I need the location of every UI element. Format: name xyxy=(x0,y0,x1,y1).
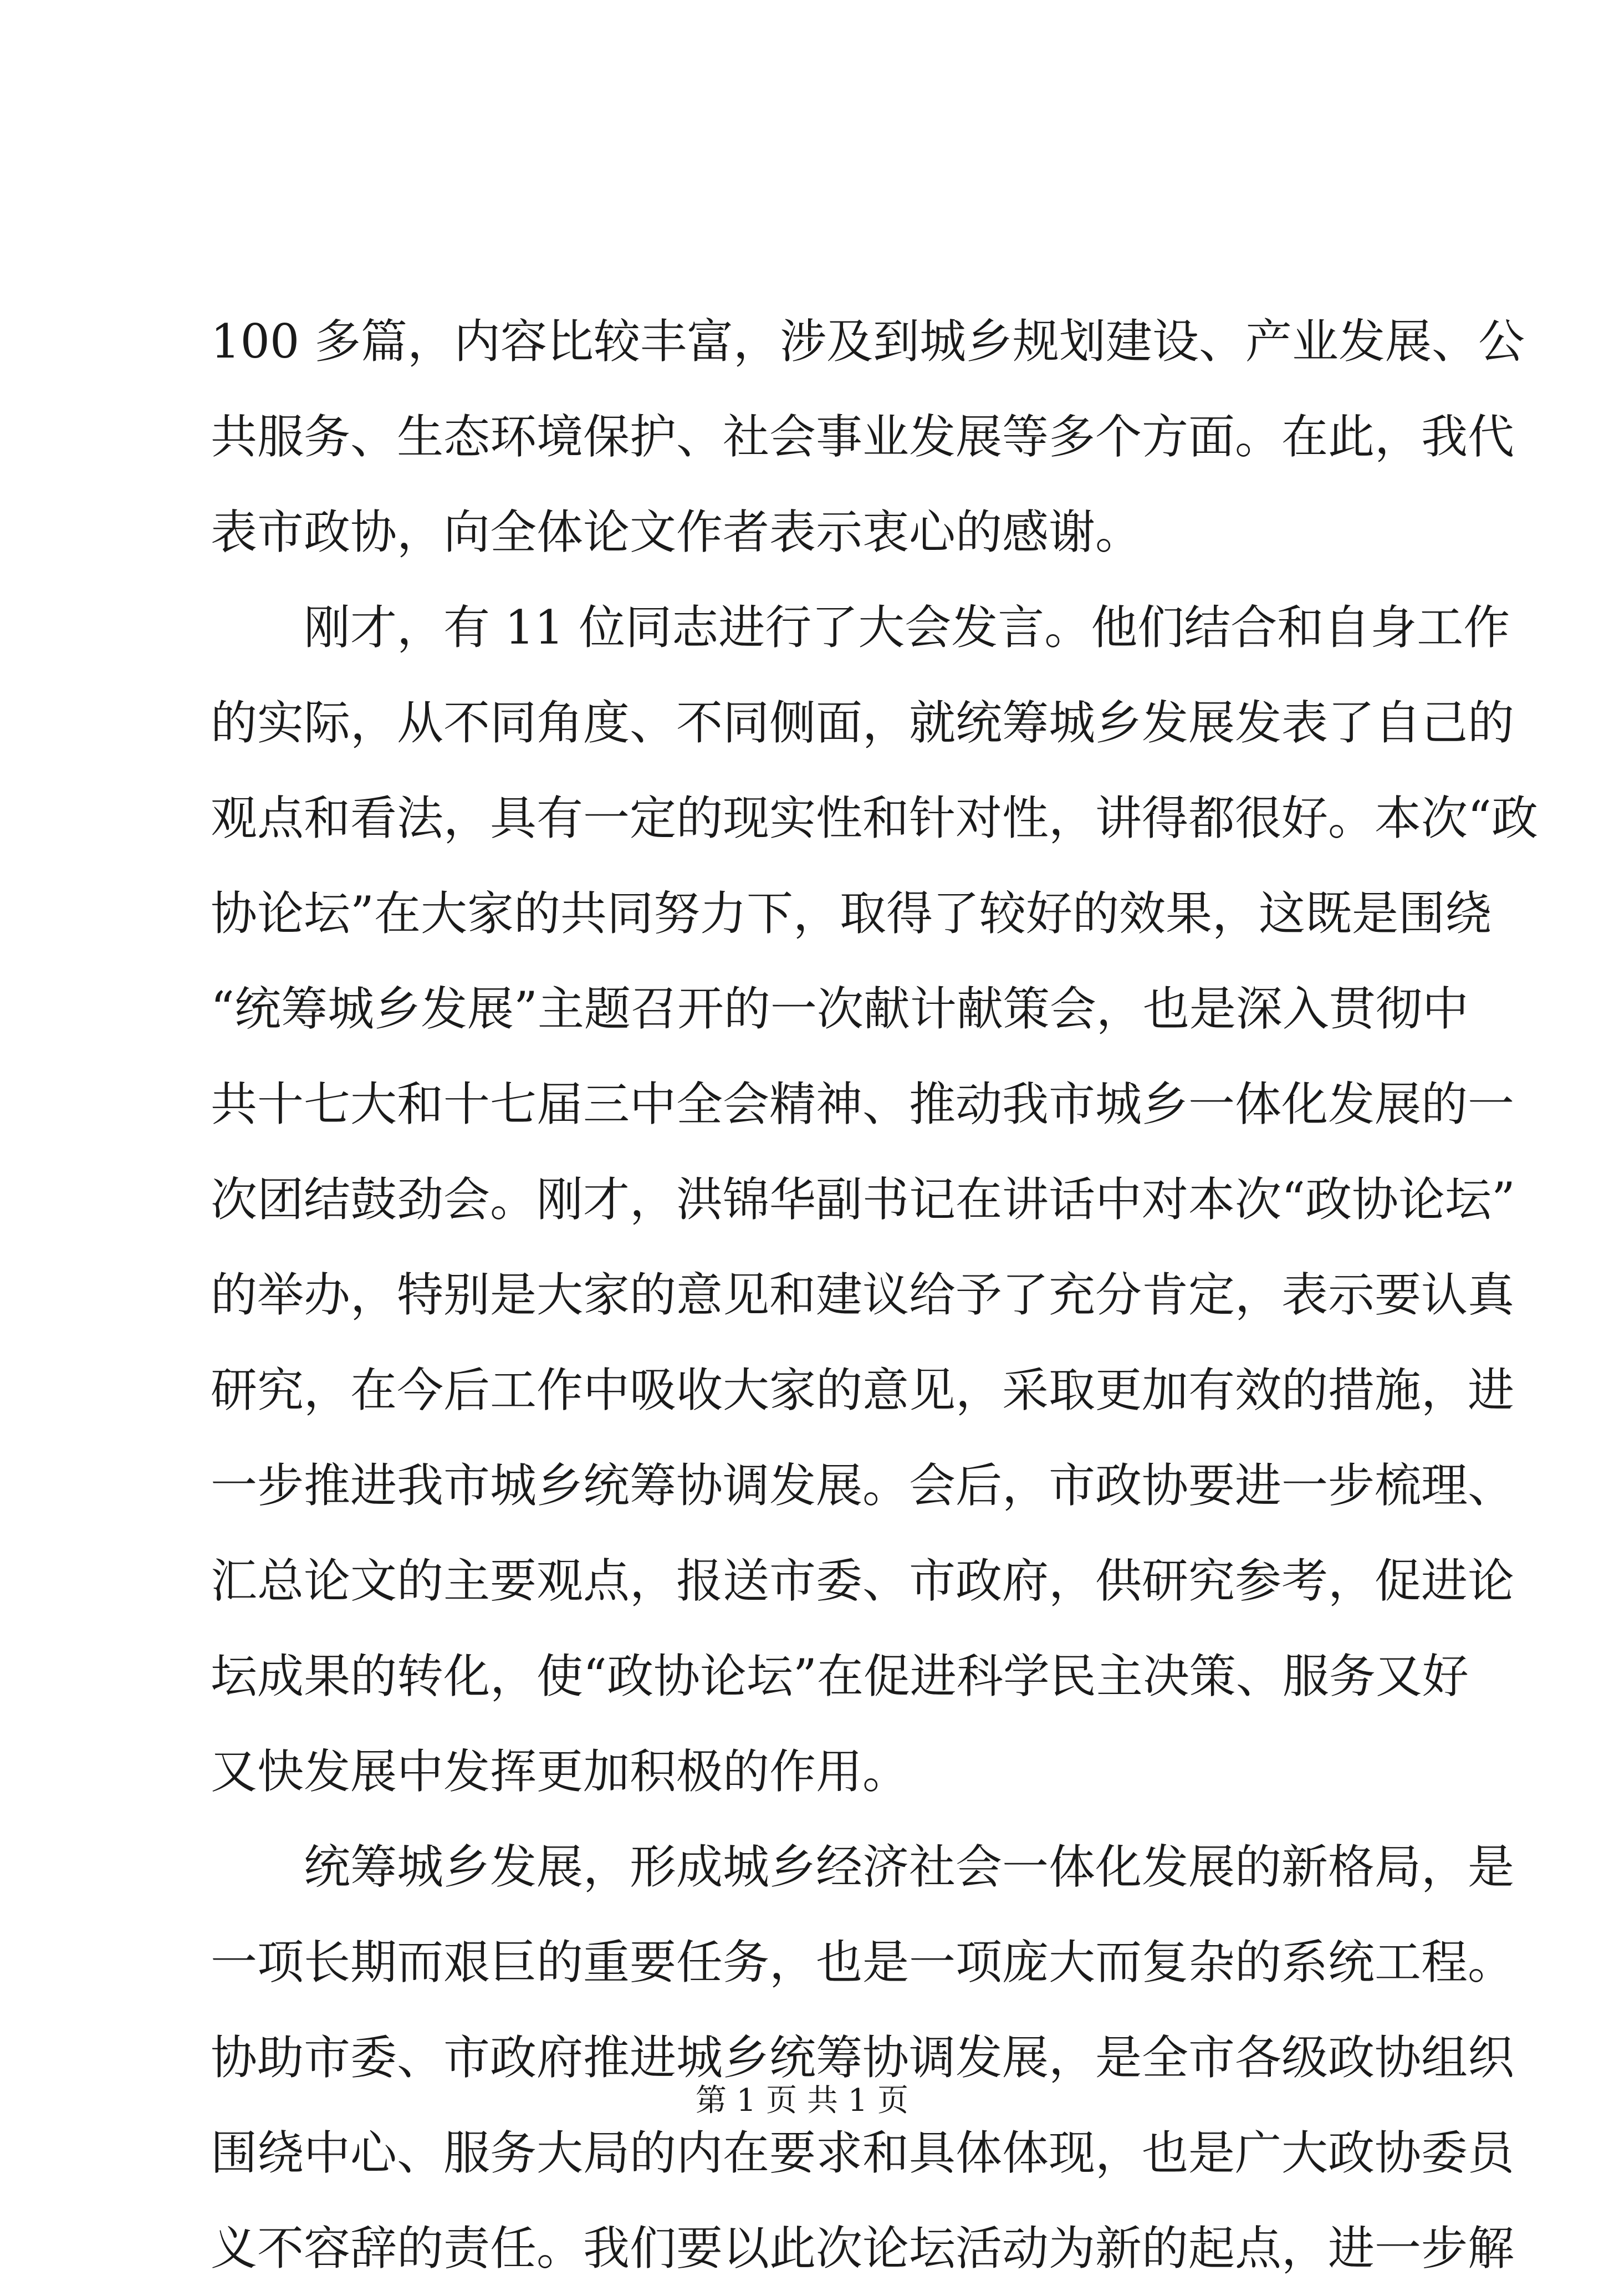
text-line: 又快发展中发挥更加积极的作用。 xyxy=(211,1744,910,1799)
text-line: 100 多篇，内容比较丰富，涉及到城乡规划建设、产业发展、公 xyxy=(211,314,1525,369)
text-line: 共十七大和十七届三中全会精神、推动我市城乡一体化发展的一 xyxy=(211,1077,1515,1131)
text-line: 次团结鼓劲会。刚才，洪锦华副书记在讲话中对本次“政协论坛” xyxy=(211,1172,1515,1227)
text-line: 刚才，有 11 位同志进行了大会发言。他们结合和自身工作 xyxy=(211,600,1510,655)
text-line: 坛成果的转化，使“政协论坛”在促进科学民主决策、服务又好 xyxy=(211,1649,1469,1703)
document-body xyxy=(211,294,1538,2296)
text-line: 统筹城乡发展，形成城乡经济社会一体化发展的新格局，是 xyxy=(211,1840,1515,1894)
text-line: 共服务、生态环境保护、社会事业发展等多个方面。在此，我代 xyxy=(211,410,1515,464)
page-footer: 第 1 页 共 1 页 xyxy=(695,2083,909,2119)
text-line: 协助市委、市政府推进城乡统筹协调发展，是全市各级政协组织 xyxy=(211,2030,1515,2085)
text-line: 观点和看法，具有一定的现实性和针对性，讲得都很好。本次“政 xyxy=(211,791,1538,845)
text-line: 一步推进我市城乡统筹协调发展。会后，市政协要进一步梳理、 xyxy=(211,1458,1515,1513)
text-line: 研究，在今后工作中吸收大家的意见，采取更加有效的措施，进 xyxy=(211,1363,1515,1417)
text-line: 围绕中心、服务大局的内在要求和具体体现，也是广大政协委员 xyxy=(211,2126,1515,2180)
text-line: “统筹城乡发展”主题召开的一次献计献策会，也是深入贯彻中 xyxy=(211,982,1469,1036)
text-line: 汇总论文的主要观点，报送市委、市政府，供研究参考，促进论 xyxy=(211,1554,1515,1608)
text-line: 一项长期而艰巨的重要任务，也是一项庞大而复杂的系统工程。 xyxy=(211,1935,1515,1989)
text-line: 表市政协，向全体论文作者表示衷心的感谢。 xyxy=(211,505,1142,559)
text-line: 的举办，特别是大家的意见和建议给予了充分肯定，表示要认真 xyxy=(211,1268,1515,1322)
text-line: 协论坛”在大家的共同努力下，取得了较好的效果，这既是围绕 xyxy=(211,886,1491,941)
text-line: 义不容辞的责任。我们要以此次论坛活动为新的起点，进一步解 xyxy=(211,2221,1515,2275)
text-line: 的实际，从不同角度、不同侧面，就统筹城乡发展发表了自己的 xyxy=(211,696,1515,750)
